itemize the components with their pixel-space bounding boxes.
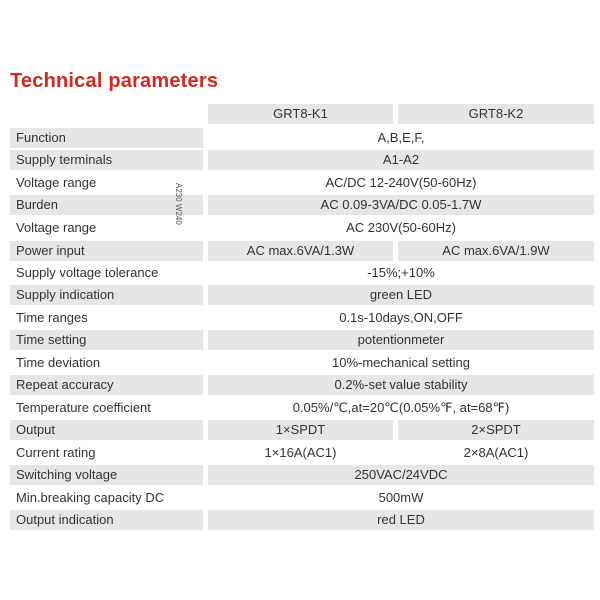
row-label: Temperature coefficient (16, 400, 151, 415)
table-row (10, 465, 594, 485)
row-value: AC 0.09-3VA/DC 0.05-1.7W (208, 195, 594, 215)
row-label: Burden (10, 195, 203, 215)
row-label: Supply indication (10, 285, 203, 305)
row-label: Output indication (10, 510, 203, 530)
row-value: -15%;+10% (367, 265, 435, 280)
row-label: Current rating (16, 445, 96, 460)
row-label: Time ranges (16, 310, 88, 325)
table-row (10, 330, 594, 350)
row-value: red LED (208, 510, 594, 530)
row-value-k2: 2×8A(AC1) (463, 445, 529, 460)
row-label: Voltage range (16, 220, 97, 235)
header-k2: GRT8-K2 (398, 104, 594, 124)
row-value: 10%-mechanical setting (331, 355, 471, 370)
row-label: Function (10, 128, 203, 148)
row-value-k1: AC max.6VA/1.3W (208, 241, 393, 261)
row-value: AC 230V(50-60Hz) (346, 220, 456, 235)
table-row (10, 488, 594, 508)
row-value: green LED (208, 285, 594, 305)
row-value-k2: 2×SPDT (398, 420, 594, 440)
row-label: Output (10, 420, 203, 440)
row-label: Switching voltage (10, 465, 203, 485)
row-label: Power input (10, 241, 203, 261)
row-value-k2: AC max.6VA/1.9W (398, 241, 594, 261)
row-label: Min.breaking capacity DC (16, 490, 165, 505)
page-title: Technical parameters (10, 70, 219, 92)
table-row (10, 218, 594, 238)
table-row (10, 128, 594, 148)
row-value: A,B,E,F, (377, 130, 425, 145)
row-label: Time setting (10, 330, 203, 350)
header-k1: GRT8-K1 (208, 104, 393, 124)
row-value-k1: 1×SPDT (208, 420, 393, 440)
table-row (10, 150, 594, 170)
table-row (10, 195, 594, 215)
row-value: 0.1s-10days,ON,OFF (339, 310, 463, 325)
row-value: 0.05%/℃,at=20℃(0.05%℉, at=68℉) (292, 400, 510, 415)
row-label: Time deviation (16, 355, 101, 370)
row-label: Supply terminals (10, 150, 203, 170)
table-header-row (10, 104, 594, 124)
row-value: 250VAC/24VDC (208, 465, 594, 485)
row-value: 500mW (378, 490, 424, 505)
row-label: Voltage range (16, 175, 97, 190)
row-label: Repeat accuracy (10, 375, 203, 395)
table-row (10, 263, 594, 283)
table-row (10, 375, 594, 395)
table-row (10, 510, 594, 530)
table-row (10, 420, 594, 440)
table-row (10, 398, 594, 418)
table-row (10, 443, 594, 463)
row-value-k1: 1×16A(AC1) (264, 445, 337, 460)
table-row (10, 308, 594, 328)
side-note: A230 W240 (174, 183, 183, 225)
row-value: A1-A2 (208, 150, 594, 170)
table-row (10, 241, 594, 261)
table-row (10, 173, 594, 193)
table-row (10, 353, 594, 373)
row-label: Supply voltage tolerance (16, 265, 159, 280)
row-value: AC/DC 12-240V(50-60Hz) (325, 175, 477, 190)
row-value: 0.2%-set value stability (208, 375, 594, 395)
table-row (10, 285, 594, 305)
row-value: potentionmeter (208, 330, 594, 350)
